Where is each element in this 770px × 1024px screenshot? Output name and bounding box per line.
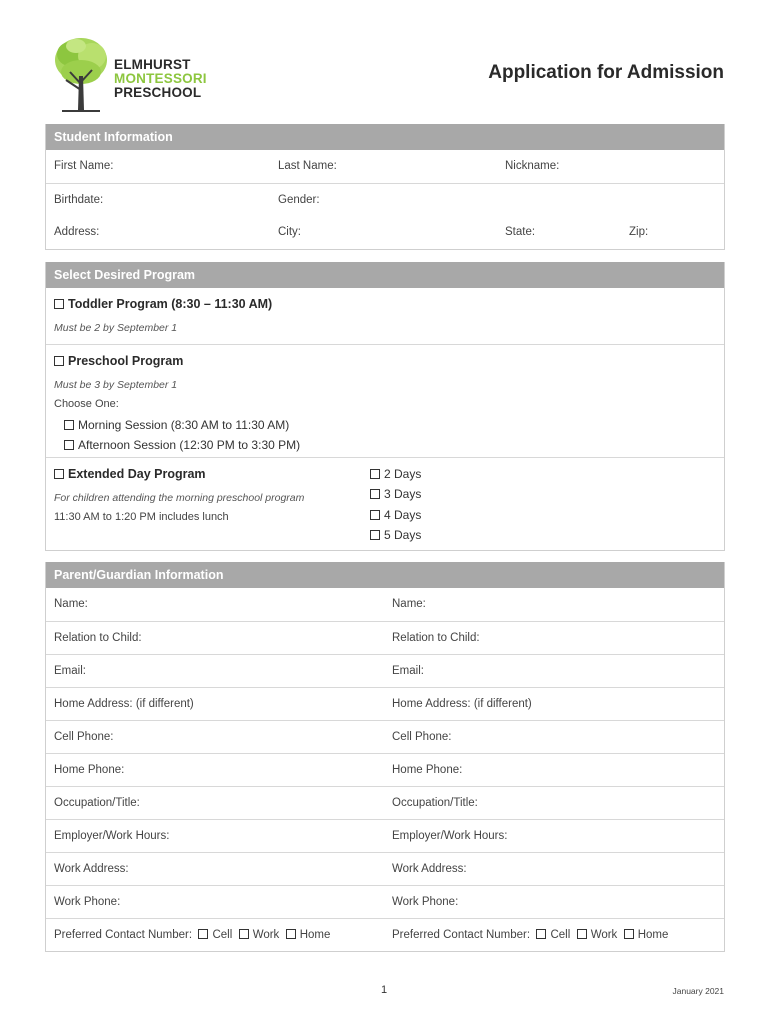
preferred-work-checkbox[interactable] xyxy=(573,929,617,941)
extended-day-block xyxy=(46,457,724,550)
days-option-label: 3 Days xyxy=(384,487,422,501)
days-option-2[interactable] xyxy=(370,467,421,481)
page-header xyxy=(0,0,770,120)
parent-info-section xyxy=(45,562,725,952)
city-field[interactable]: City: xyxy=(278,226,301,238)
afternoon-session-label: Afternoon Session (12:30 PM to 3:30 PM) xyxy=(78,438,301,452)
days-option-label: 2 Days xyxy=(384,467,422,481)
address-field[interactable]: Address: xyxy=(54,226,100,238)
first-name-field[interactable]: First Name: xyxy=(54,160,114,172)
parent-2-field[interactable]: Work Phone: xyxy=(392,896,459,908)
birthdate-field[interactable]: Birthdate: xyxy=(54,194,104,206)
program-section xyxy=(45,262,725,551)
zip-field[interactable]: Zip: xyxy=(629,226,649,238)
parent-2-field[interactable]: Relation to Child: xyxy=(392,632,480,644)
checkbox-icon xyxy=(54,299,64,309)
morning-session-checkbox[interactable] xyxy=(64,418,289,432)
toddler-program-checkbox[interactable] xyxy=(54,297,272,311)
preferred-contact-row xyxy=(46,918,724,951)
choose-one-label: Choose One: xyxy=(54,398,119,410)
parent-2-field[interactable]: Cell Phone: xyxy=(392,731,452,743)
parent-1-field[interactable]: Home Address: (if different) xyxy=(54,698,194,710)
parent-1-field[interactable]: Work Phone: xyxy=(54,896,121,908)
parent-2-field[interactable]: Work Address: xyxy=(392,863,467,875)
checkbox-icon xyxy=(370,530,380,540)
school-logo xyxy=(52,36,232,118)
revision-date: January 2021 xyxy=(672,986,724,996)
parent-1-field[interactable]: Relation to Child: xyxy=(54,632,142,644)
parent-2-field[interactable]: Name: xyxy=(392,598,426,610)
days-option-4[interactable] xyxy=(370,508,421,522)
parent-row xyxy=(46,621,724,654)
checkbox-icon xyxy=(370,469,380,479)
preferred-home-checkbox[interactable] xyxy=(621,929,669,941)
logo-line-2: MONTESSORI xyxy=(114,71,207,86)
parent-1-field[interactable]: Occupation/Title: xyxy=(54,797,140,809)
student-row-names xyxy=(46,150,724,183)
checkbox-icon xyxy=(54,469,64,479)
checkbox-icon xyxy=(54,356,64,366)
section-heading: Select Desired Program xyxy=(46,262,724,288)
student-info-section xyxy=(45,124,725,250)
days-option-label: 5 Days xyxy=(384,528,422,542)
parent-row xyxy=(46,654,724,687)
parent-1-field[interactable]: Name: xyxy=(54,598,88,610)
days-option-label: 4 Days xyxy=(384,508,422,522)
parent-row xyxy=(46,786,724,819)
logo-text xyxy=(114,58,207,100)
document-title: Application for Admission xyxy=(488,62,724,83)
cell-option-label: Cell xyxy=(212,929,233,941)
home-option-label: Home xyxy=(637,929,669,941)
toddler-program-label: Toddler Program (8:30 – 11:30 AM) xyxy=(68,297,273,311)
parent-1-field[interactable]: Work Address: xyxy=(54,863,129,875)
parent-1-field[interactable]: Employer/Work Hours: xyxy=(54,830,170,842)
parent-1-field[interactable]: Home Phone: xyxy=(54,764,125,776)
afternoon-session-checkbox[interactable] xyxy=(64,438,300,452)
preschool-program-label: Preschool Program xyxy=(68,354,184,368)
checkbox-icon xyxy=(370,510,380,520)
preschool-program-block xyxy=(46,344,724,457)
checkbox-icon xyxy=(64,420,74,430)
gender-field[interactable]: Gender: xyxy=(278,194,320,206)
preferred-cell-checkbox[interactable] xyxy=(195,929,232,941)
work-option-label: Work xyxy=(590,929,618,941)
checkbox-icon xyxy=(624,929,634,939)
extended-day-note: For children attending the morning preschool program xyxy=(54,492,305,504)
nickname-field[interactable]: Nickname: xyxy=(505,160,560,172)
cell-option-label: Cell xyxy=(550,929,571,941)
logo-line-3: PRESCHOOL xyxy=(114,85,202,100)
work-option-label: Work xyxy=(252,929,280,941)
checkbox-icon xyxy=(198,929,208,939)
last-name-field[interactable]: Last Name: xyxy=(278,160,337,172)
checkbox-icon xyxy=(64,440,74,450)
parent-2-field[interactable]: Home Address: (if different) xyxy=(392,698,532,710)
preferred-cell-checkbox[interactable] xyxy=(533,929,570,941)
checkbox-icon xyxy=(370,489,380,499)
parent-row xyxy=(46,687,724,720)
parent-2-field[interactable]: Employer/Work Hours: xyxy=(392,830,508,842)
student-row-birth xyxy=(46,183,724,216)
preferred-contact-label: Preferred Contact Number: xyxy=(54,929,193,941)
section-heading: Student Information xyxy=(46,124,724,150)
logo-line-1: ELMHURST xyxy=(114,57,191,72)
parent-2-field[interactable]: Occupation/Title: xyxy=(392,797,478,809)
parent-rows xyxy=(46,588,724,918)
toddler-program-block xyxy=(46,288,724,344)
toddler-age-note: Must be 2 by September 1 xyxy=(54,322,178,334)
extended-day-hours: 11:30 AM to 1:20 PM includes lunch xyxy=(54,511,229,523)
morning-session-label: Morning Session (8:30 AM to 11:30 AM) xyxy=(78,418,290,432)
extended-day-checkbox[interactable] xyxy=(54,467,206,481)
parent-row xyxy=(46,753,724,786)
preferred-work-checkbox[interactable] xyxy=(235,929,279,941)
parent-1-field[interactable]: Cell Phone: xyxy=(54,731,114,743)
preschool-program-checkbox[interactable] xyxy=(54,354,183,368)
page-number: 1 xyxy=(381,984,388,996)
days-option-3[interactable] xyxy=(370,487,421,501)
home-option-label: Home xyxy=(299,929,331,941)
preferred-contact-label: Preferred Contact Number: xyxy=(392,929,531,941)
parent-2-field[interactable]: Home Phone: xyxy=(392,764,463,776)
checkbox-icon xyxy=(536,929,546,939)
parent-2-field[interactable]: Email: xyxy=(392,665,424,677)
parent-row xyxy=(46,819,724,852)
state-field[interactable]: State: xyxy=(505,226,536,238)
preferred-contact-parent-1 xyxy=(54,919,330,951)
days-option-5[interactable] xyxy=(370,528,421,542)
parent-1-field[interactable]: Email: xyxy=(54,665,86,677)
section-heading: Parent/Guardian Information xyxy=(46,562,724,588)
parent-row xyxy=(46,852,724,885)
preferred-home-checkbox[interactable] xyxy=(283,929,331,941)
parent-row xyxy=(46,885,724,918)
checkbox-icon xyxy=(577,929,587,939)
tree-icon xyxy=(52,36,110,116)
preschool-age-note: Must be 3 by September 1 xyxy=(54,379,178,391)
checkbox-icon xyxy=(239,929,249,939)
checkbox-icon xyxy=(286,929,296,939)
preferred-contact-parent-2 xyxy=(392,919,668,951)
extended-day-label: Extended Day Program xyxy=(68,467,206,481)
parent-row xyxy=(46,720,724,753)
parent-row xyxy=(46,588,724,621)
student-row-address xyxy=(46,216,724,249)
